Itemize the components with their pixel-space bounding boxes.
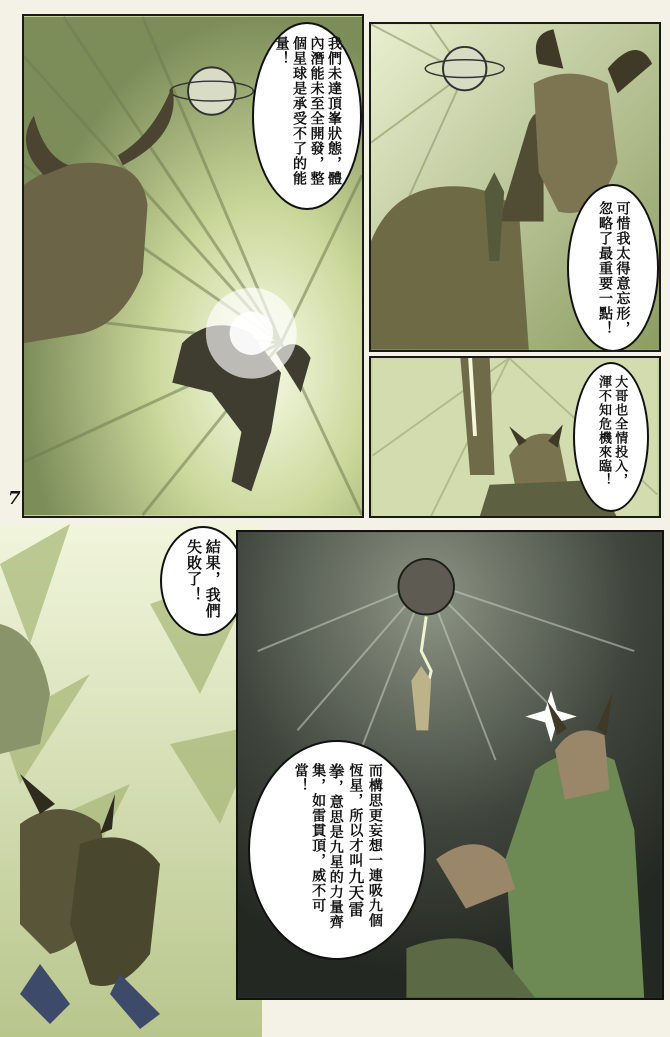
speech-bubble-5 xyxy=(248,740,426,960)
speech-bubble-4-text: 結果，我們失敗了！ xyxy=(185,539,222,619)
page-number: 7 xyxy=(8,488,21,509)
speech-bubble-5-emphasis: 九天雷拳 xyxy=(326,762,366,918)
speech-bubble-1 xyxy=(252,22,362,210)
speech-bubble-2 xyxy=(567,184,659,352)
planet-icon-2 xyxy=(443,47,486,90)
speech-bubble-5-part1: 而構思更妄想一連吸九個恆星，所以才叫 xyxy=(347,762,383,928)
speech-bubble-2-text: 可惜我太得意忘形，忽略了最重要一點！ xyxy=(597,200,631,336)
panel-defeat xyxy=(0,524,262,1037)
planet-icon xyxy=(188,67,235,114)
panel-explosion xyxy=(22,14,364,518)
speech-bubble-3 xyxy=(573,362,649,512)
planet-icon-3 xyxy=(398,559,453,614)
speech-bubble-5-text xyxy=(291,763,383,938)
speech-bubble-1-text: 我們未達頂峯狀態，體內潛能未至全開發，整個星球是承受不了的能量！ xyxy=(273,36,342,186)
speech-bubble-5-part2: ，意思是九星的力量齊集，如雷貫頂，威不可當！ xyxy=(292,762,344,930)
panel-lightning-arm xyxy=(369,356,661,518)
panel-raising-hand xyxy=(369,22,661,352)
panel-villain xyxy=(236,530,664,1000)
speech-bubble-3-text: 大哥也全情投入，渾不知危機來臨！ xyxy=(596,375,628,487)
speech-bubble-4 xyxy=(160,526,246,636)
